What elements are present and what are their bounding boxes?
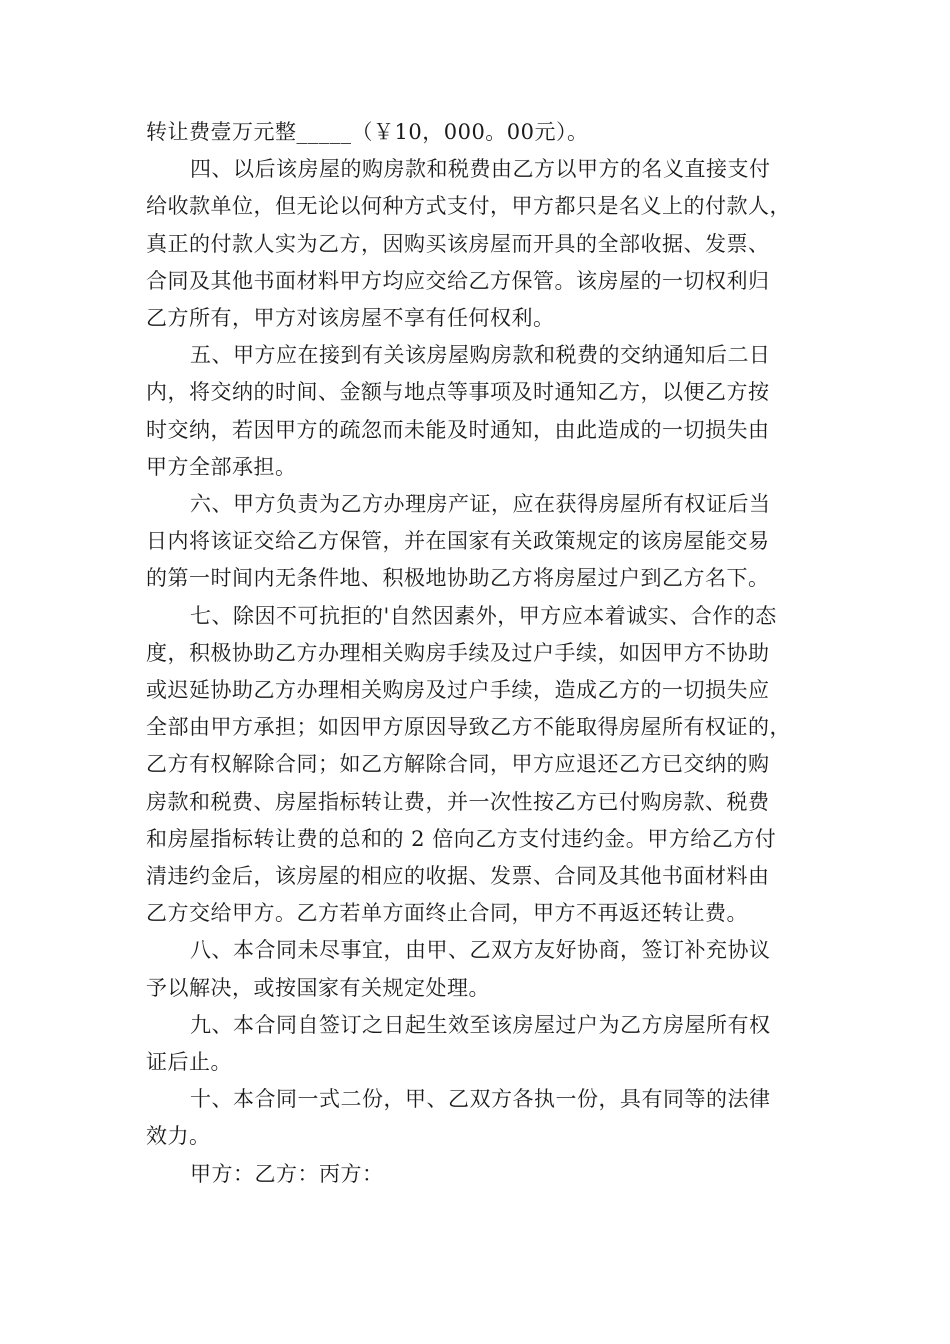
text-line: 的第一时间内无条件地、积极地协助乙方将房屋过户到乙方名下。 — [146, 566, 770, 591]
text-line: 六、甲方负责为乙方办理房产证，应在获得房屋所有权证后当 — [190, 492, 771, 517]
text-line: 证后止。 — [146, 1050, 232, 1075]
paragraph-clause-5 — [146, 337, 810, 486]
text-line: 和房屋指标转让费的总和的 2 倍向乙方支付违约金。甲方给乙方付 — [146, 826, 777, 851]
text-line: 八、本合同未尽事宜，由甲、乙双方友好协商，签订补充协议 — [190, 938, 771, 963]
text-line: 真正的付款人实为乙方，因购买该房屋而开具的全部收据、发票、 — [146, 231, 770, 256]
text-line: 乙方有权解除合同；如乙方解除合同，甲方应退还乙方已交纳的购 — [146, 752, 770, 777]
paragraph-clause-8 — [146, 932, 810, 1006]
signature-line — [146, 1156, 810, 1193]
paragraph-clause-9 — [146, 1007, 810, 1081]
text-line: 乙方所有，甲方对该房屋不享有任何权利。 — [146, 306, 555, 331]
text-line: 给收款单位，但无论以何种方式支付，甲方都只是名义上的付款人， — [146, 194, 791, 219]
text-line: 内，将交纳的时间、金额与地点等事项及时通知乙方，以便乙方按 — [146, 380, 770, 405]
text-line: 全部由甲方承担；如因甲方原因导致乙方不能取得房屋所有权证的， — [146, 715, 791, 740]
paragraph-clause-6 — [146, 486, 810, 598]
paragraph-clause-7 — [146, 598, 810, 933]
text-line: 或迟延协助乙方办理相关购房及过户手续，造成乙方的一切损失应 — [146, 678, 770, 703]
text-line: 乙方交给甲方。乙方若单方面终止合同，甲方不再返还转让费。 — [146, 901, 748, 926]
paragraph-clause-4 — [146, 151, 810, 337]
text-line: 七、除因不可抗拒的'自然因素外，甲方应本着诚实、合作的态 — [190, 603, 777, 628]
text-line: 九、本合同自签订之日起生效至该房屋过户为乙方房屋所有权 — [190, 1012, 771, 1037]
text-line: 四、以后该房屋的购房款和税费由乙方以甲方的名义直接支付 — [190, 157, 771, 182]
paragraph-transfer-fee — [146, 114, 810, 151]
text-line: 合同及其他书面材料甲方均应交给乙方保管。该房屋的一切权利归 — [146, 268, 770, 293]
text-line: 予以解决，或按国家有关规定处理。 — [146, 975, 490, 1000]
text-line: 甲方全部承担。 — [146, 454, 297, 479]
text-line: 甲方：乙方：丙方： — [190, 1161, 384, 1186]
text-line: 转让费壹万元整_____（￥10，000。00元）。 — [146, 120, 589, 144]
text-line: 清违约金后，该房屋的相应的收据、发票、合同及其他书面材料由 — [146, 864, 770, 889]
text-line: 房款和税费、房屋指标转让费，并一次性按乙方已付购房款、税费 — [146, 789, 770, 814]
text-line: 效力。 — [146, 1124, 211, 1149]
document-body — [146, 114, 810, 1193]
text-line: 日内将该证交给乙方保管，并在国家有关政策规定的该房屋能交易 — [146, 529, 770, 554]
paragraph-clause-10 — [146, 1081, 810, 1155]
text-line: 度，积极协助乙方办理相关购房手续及过户手续，如因甲方不协助 — [146, 640, 770, 665]
text-line: 五、甲方应在接到有关该房屋购房款和税费的交纳通知后二日 — [190, 343, 771, 368]
text-line: 十、本合同一式二份，甲、乙双方各执一份，具有同等的法律 — [190, 1087, 771, 1112]
text-line: 时交纳，若因甲方的疏忽而未能及时通知，由此造成的一切损失由 — [146, 417, 770, 442]
